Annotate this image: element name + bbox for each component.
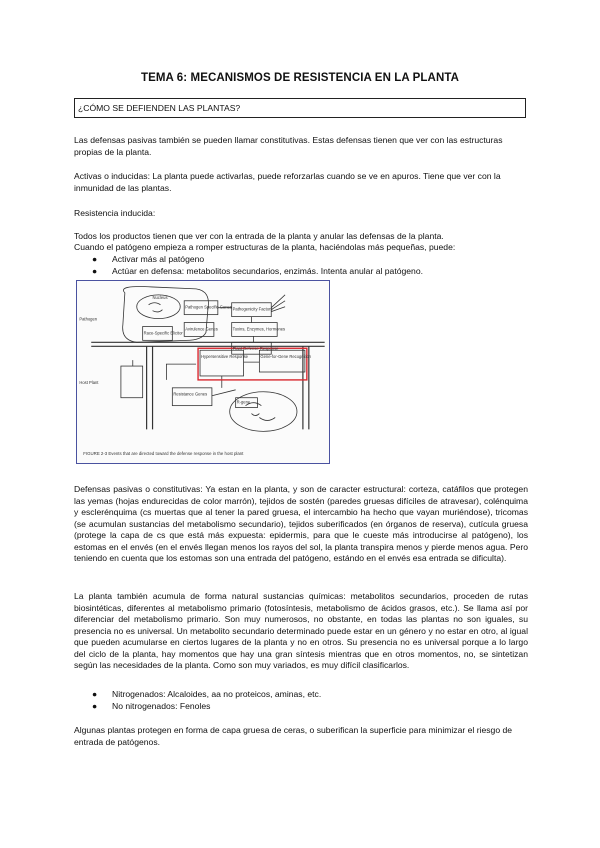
paragraph-products: Todos los productos tienen que ver con la entrada de la planta y anular las defensas de la planta.: [74, 231, 444, 241]
bullet-icon: ●: [92, 689, 98, 699]
diagram-svg: [77, 281, 329, 463]
host-plant-label: Host Plant: [79, 379, 99, 385]
paragraph-passive-defenses: Las defensas pasivas también se pueden llamar constitutivas. Estas defensas tienen que ver con las estructuras propias de la planta.: [74, 135, 503, 157]
list-item: ● Actúar en defensa: metabolitos secundarios, enzimás. Intenta anular al patógeno.: [92, 266, 424, 276]
diagram-box-label: Avirulence Genes: [185, 326, 218, 332]
paragraph-active-defenses: Activas o inducidas: La planta puede activarlas, puede reforzarlas cuando se ve en apuros. Tiene que ver con la inmunidad de las plantas.: [74, 171, 501, 193]
question-box: ¿CÓMO SE DEFIENDEN LAS PLANTAS?: [74, 98, 526, 118]
nucleus-label: Nucleus: [152, 294, 168, 300]
diagram-box-label: R-gene: [236, 399, 251, 405]
diagram-box-label: Pathogenicity Factors: [232, 306, 273, 312]
bullet-icon: ●: [92, 254, 98, 264]
list-item: ● Nitrogenados: Alcaloides, aa no proteicos, aminas, etc.: [92, 689, 322, 699]
diagram-box-label: Race-Specific Elicitor: [143, 330, 183, 336]
bullet-icon: ●: [92, 701, 98, 711]
bullet-icon: ●: [92, 266, 98, 276]
list-item: ● Activar más al patógeno: [92, 254, 205, 264]
diagram-box-label: Toxins, Enzymes, Hormones: [232, 326, 286, 332]
diagram-box-label: Plant Defense Response: [232, 346, 279, 352]
paragraph-secondary-metabolites: La planta también acumula de forma natural sustancias químicas: metabolitos secundarios, proceden de rutas biosintéticas, diferentes al metabolismo primario (fotosíntesis, metabolismo de ácidos grasos, etc.). Se llama así por diferenciar del metabolismo primario. Son muy numerosos, no obstante, en todas las plantas no son iguales, su presencia no es universal. Un metabolito secundario determinado puede estar en un género y no estar en otro, al igual que pueden acumularse en ciertos lugares de la planta y no en otros. Su presencia no es universal porque a lo largo del ciclo de la planta, hay momentos que hay una gran síntesis mientras que en otros momentos, no, se sintetizan según las necesidades de la planta. Como son muy variados, es muy difícil clasificarlos.: [74, 591, 528, 670]
cell-wall-line: [91, 342, 324, 346]
page-title: TEMA 6: MECANISMOS DE RESISTENCIA EN LA PLANTA: [140, 72, 460, 84]
paragraph-waxes: Algunas plantas protegen en forma de capa gruesa de ceras, o suberifican la superficie para minimizar el riesgo de entrada de patógenos.: [74, 725, 513, 747]
pathogen-label: Pathogen: [79, 316, 98, 322]
defense-diagram-figure: [76, 280, 330, 464]
cell-wall-line: [147, 346, 153, 429]
list-item: ● No nitrogenados: Fenoles: [92, 701, 211, 711]
diagram-box-label: Hypersensitive Response: [201, 354, 248, 360]
paragraph-pathogen-break: Cuando el patógeno empieza a romper estructuras de la planta, haciéndolas más pequeñas, puede:: [74, 242, 456, 252]
diagram-box-label: Resistance Genes: [173, 391, 208, 397]
diagram-box-label: Pathogen Specific Genes: [185, 304, 232, 310]
paragraph-induced-resistance: Resistencia inducida:: [74, 208, 156, 218]
diagram-box: [121, 366, 143, 398]
paragraph-passive-constitutive: Defensas pasivas o constitutivas: Ya estan en la planta, y son de caracter estructural: corteza, catáfilos que protegen las yemas (hojas endurecidas de color marrón), tejidos de sostén (paredes gruesas difíciles de atravesar), colénquima y esclerénquima (cs muertas que al tener la pared gruesa, el intercambio ha hecho que vayan muriéndose), tricomas (se acumulan sustancias del metabolismo secundario), tejidos suberificados (en órganos de reserva), cutícula gruesa (protege la capa de cs que está más expuesta: epidermis, para que le cueste más introducirse al patógeno), los estomas en el envés (en el envés llegan menos los rayos del sol, la planta transpira menos y pierde menos agua. Pero teniendo en cuenta que los estomas son una entrada del patógeno, estándo en el envés esa entrada se dificulta).: [74, 484, 528, 563]
diagram-box-label: Gene-for-Gene Recognition: [260, 354, 312, 360]
highlight-rectangle: [198, 348, 307, 380]
figure-caption: FIGURE 2-3 Events that are directed toward the defense response in the host plant: [83, 451, 244, 457]
